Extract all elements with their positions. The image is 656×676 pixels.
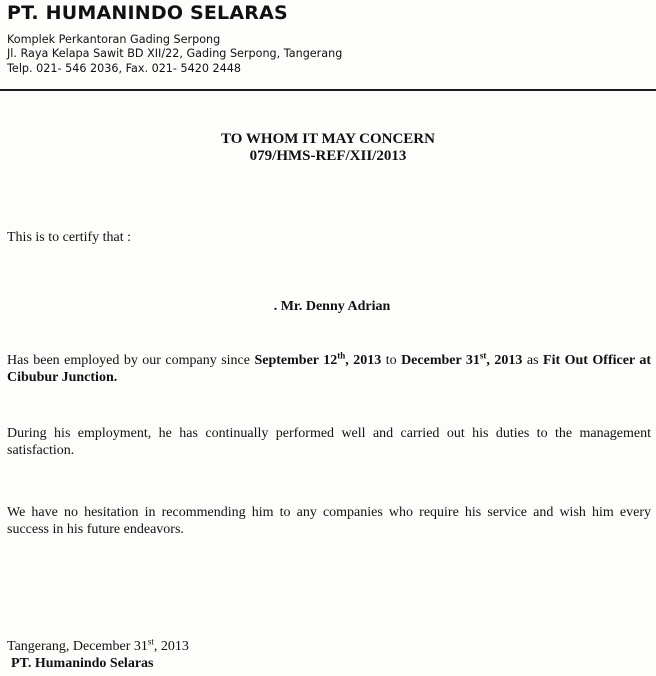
employment-position: Fit Out Officer at Cibubur Junction.: [7, 353, 652, 385]
employment-paragraph: [7, 352, 651, 386]
performance-paragraph: During his employment, he has continually performed well and carried out his duties to the management satisfaction.: [7, 426, 651, 458]
signature-company: PT. Humanindo Selaras: [11, 656, 154, 671]
employment-to: to: [381, 353, 402, 368]
signature-place-date: Tangerang, December 31st, 2013: [7, 636, 189, 654]
letter-title: TO WHOM IT MAY CONCERN: [221, 131, 435, 147]
recommendation-paragraph: We have no hesitation in recommending him to any companies who require his service and wish him every success in his future endeavors.: [7, 505, 651, 537]
employment-start-date: September 12th, 2013: [254, 350, 382, 368]
company-name: PT. HUMANINDO SELARAS: [7, 2, 288, 24]
certify-line: This is to certify that :: [7, 230, 132, 245]
employment-as: as: [522, 353, 544, 368]
company-contact: Telp. 021- 546 2036, Fax. 021- 5420 2448: [7, 62, 242, 75]
employment-prefix: Has been employed by our company since: [7, 353, 255, 368]
reference-number: 079/HMS-REF/XII/2013: [249, 148, 407, 164]
letterhead-divider: [0, 89, 656, 91]
company-address-line-1: Komplek Perkantoran Gading Serpong: [7, 33, 221, 46]
employment-end-date: December 31st, 2013: [401, 350, 523, 368]
company-address-line-2: Jl. Raya Kelapa Sawit BD XII/22, Gading Serpong, Tangerang: [7, 47, 343, 60]
employee-name: . Mr. Denny Adrian: [273, 299, 391, 314]
